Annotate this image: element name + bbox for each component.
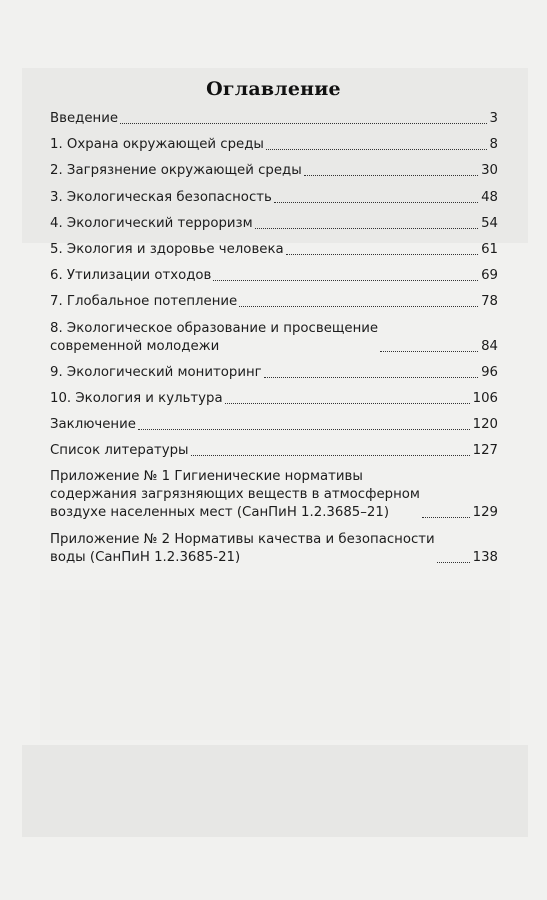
toc-page-number: 129 <box>472 505 498 521</box>
toc-entry-title <box>50 162 302 180</box>
toc-entry-title <box>50 293 237 311</box>
dot-leader <box>120 123 487 124</box>
toc-page-number: 54 <box>481 215 498 231</box>
table-of-contents <box>50 110 498 575</box>
toc-entry-title-line: 7. Глобальное потепление <box>50 294 238 310</box>
toc-entry-title-line: Заключение <box>50 417 136 433</box>
toc-entry-title <box>50 267 211 285</box>
toc-page-number: 61 <box>481 241 498 257</box>
toc-entry <box>50 162 498 180</box>
dot-leader <box>422 517 470 518</box>
toc-page-number: 48 <box>481 189 498 205</box>
toc-page-number: 84 <box>481 338 498 354</box>
dot-leader <box>266 149 487 150</box>
toc-entry-title-line: Введение <box>50 111 119 126</box>
toc-entry-title-line: 5. Экология и здоровье человека <box>50 241 284 257</box>
toc-entry-title <box>50 416 136 434</box>
toc-entry-title-line: 6. Утилизации отходов <box>50 268 212 284</box>
toc-entry <box>50 320 498 356</box>
toc-entry-title <box>50 136 264 154</box>
dot-leader <box>191 455 470 456</box>
page-title: Оглавление <box>206 78 341 100</box>
toc-page-number: 106 <box>472 390 498 406</box>
toc-entry-title-line: воды (СанПиН 1.2.3685-21) <box>50 549 241 565</box>
toc-entry-title <box>50 364 262 382</box>
toc-page-number: 78 <box>481 294 498 310</box>
toc-page-number: 69 <box>481 268 498 284</box>
toc-entry-title-line: Приложение № 2 Нормативы качества и безопасности <box>50 531 435 547</box>
toc-entry-title <box>50 531 435 567</box>
toc-page-number: 96 <box>481 364 498 380</box>
toc-entry-title-line: 9. Экологический мониторинг <box>50 364 262 380</box>
toc-entry-title <box>50 442 189 460</box>
toc-entry-title-line: Приложение № 1 Гигиенические нормативы <box>50 469 363 485</box>
toc-entry <box>50 468 498 522</box>
dot-leader <box>239 306 478 307</box>
toc-entry <box>50 416 498 434</box>
toc-entry-title <box>50 189 272 207</box>
toc-entry-title <box>50 390 223 408</box>
toc-entry-title-line: 1. Охрана окружающей среды <box>50 137 264 153</box>
toc-entry-title-line: 8. Экологическое образование и просвещение <box>50 320 379 336</box>
toc-entry-title-line: воздухе населенных мест (СанПиН 1.2.3685–21) <box>50 505 390 521</box>
toc-entry-title <box>50 468 420 522</box>
dot-leader <box>225 403 470 404</box>
toc-entry-title-line: содержания загрязняющих веществ в атмосферном <box>50 487 420 503</box>
toc-entry-title-line: 10. Экология и культура <box>50 390 223 406</box>
toc-entry-title-line: современной молодежи <box>50 338 220 354</box>
dot-leader <box>380 351 478 352</box>
toc-entry <box>50 531 498 567</box>
toc-entry-title-line: 2. Загрязнение окружающей среды <box>50 163 302 179</box>
toc-entry-title <box>50 110 118 128</box>
toc-page-number: 3 <box>489 111 498 126</box>
toc-entry-title <box>50 320 378 356</box>
dot-leader <box>138 429 470 430</box>
toc-entry <box>50 136 498 154</box>
dot-leader <box>264 377 478 378</box>
toc-page-number: 30 <box>481 163 498 179</box>
toc-entry-title <box>50 215 253 233</box>
toc-entry <box>50 110 498 128</box>
toc-page-number: 138 <box>472 549 498 565</box>
dot-leader <box>274 202 478 203</box>
dot-leader <box>213 280 478 281</box>
dot-leader <box>437 562 470 563</box>
toc-entry <box>50 364 498 382</box>
toc-entry-title-line: Список литературы <box>50 443 189 459</box>
toc-page-number: 8 <box>489 137 498 153</box>
toc-entry-title <box>50 241 284 259</box>
toc-entry <box>50 267 498 285</box>
toc-entry <box>50 241 498 259</box>
dot-leader <box>304 175 478 176</box>
toc-entry <box>50 189 498 207</box>
toc-entry <box>50 215 498 233</box>
toc-entry <box>50 442 498 460</box>
toc-entry-title-line: 4. Экологический терроризм <box>50 215 253 231</box>
dot-leader <box>255 228 478 229</box>
toc-entry-title-line: 3. Экологическая безопасность <box>50 189 272 205</box>
toc-entry <box>50 390 498 408</box>
toc-entry <box>50 293 498 311</box>
toc-page-number: 120 <box>472 417 498 433</box>
dot-leader <box>286 254 478 255</box>
toc-page-number: 127 <box>472 443 498 459</box>
